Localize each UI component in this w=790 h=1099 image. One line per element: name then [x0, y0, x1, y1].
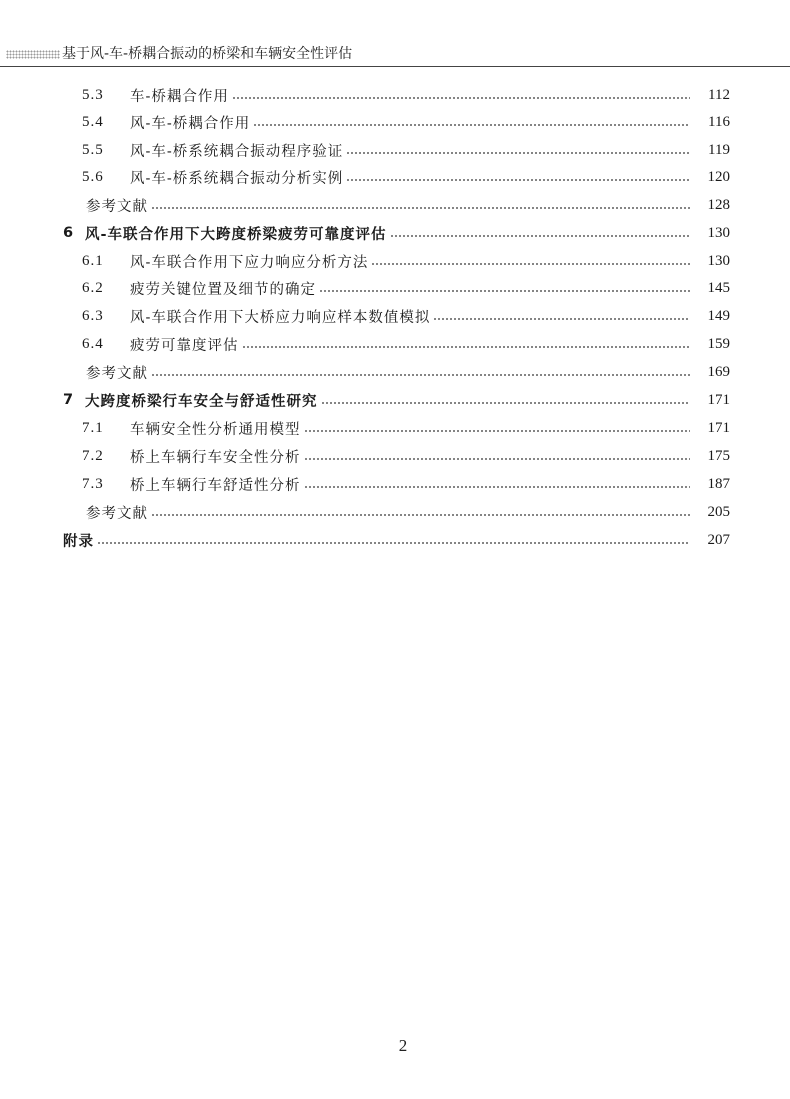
running-header [0, 44, 790, 68]
toc-entry-page: 130 [707, 252, 730, 269]
toc-entry-page: 175 [707, 447, 730, 464]
dot-leader [151, 374, 690, 376]
toc-entry-number: 5.4 [82, 113, 104, 130]
toc-entry-page: 207 [707, 531, 730, 548]
toc-entry-number: 7.2 [82, 447, 104, 464]
toc-entry-page: 120 [707, 168, 730, 185]
toc-chapter-title: 附录 [63, 533, 94, 550]
dot-leader [304, 430, 691, 432]
page-number: 2 [398, 1036, 408, 1055]
dot-leader [346, 152, 690, 154]
header-dot-pattern [6, 50, 60, 59]
header-rule [0, 66, 790, 67]
toc-entry-7-2[interactable] [82, 442, 730, 470]
toc-entry-6-4[interactable] [82, 330, 730, 358]
toc-entry-page: 169 [707, 363, 730, 380]
toc-entry-references-7[interactable] [86, 498, 730, 526]
toc-entry-title: 疲劳可靠度评估 [130, 337, 239, 354]
dot-leader [97, 542, 690, 544]
toc-entry-number: 5.3 [82, 86, 104, 103]
toc-entry-5-3[interactable] [82, 81, 730, 109]
toc-chapter-7[interactable] [63, 386, 730, 414]
toc-entry-references-5[interactable] [86, 191, 730, 219]
toc-entry-number: 6.1 [82, 252, 104, 269]
toc-chapter-number: 7 [63, 392, 75, 408]
toc-entry-page: 205 [707, 503, 730, 520]
toc-entry-title: 参考文献 [86, 505, 148, 522]
toc-entry-5-5[interactable] [82, 136, 730, 164]
toc-entry-title: 风-车-桥耦合作用 [130, 115, 251, 132]
dot-leader [319, 290, 690, 292]
toc-entry-appendix[interactable] [63, 526, 730, 554]
toc-entry-number: 7.1 [82, 419, 104, 436]
toc-entry-title: 桥上车辆行车舒适性分析 [130, 477, 301, 494]
toc-entry-page: 145 [707, 279, 730, 296]
toc-entry-title: 风-车联合作用下应力响应分析方法 [130, 254, 369, 271]
dot-leader [151, 514, 690, 516]
toc-entry-number: 6.2 [82, 279, 104, 296]
toc-chapter-6[interactable] [63, 219, 730, 247]
dot-leader [346, 179, 690, 181]
toc-entry-title: 参考文献 [86, 198, 148, 215]
toc-entry-title: 车-桥耦合作用 [130, 88, 229, 105]
dot-leader [390, 235, 690, 237]
toc-entry-page: 130 [707, 224, 730, 241]
toc-chapter-title: 大跨度桥梁行车安全与舒适性研究 [85, 393, 318, 410]
toc-entry-number: 6.4 [82, 335, 104, 352]
toc-entry-7-3[interactable] [82, 470, 730, 498]
dot-leader [371, 263, 690, 265]
dot-leader [242, 346, 691, 348]
toc-entry-page: 171 [707, 419, 730, 436]
toc-entry-page: 116 [708, 113, 730, 130]
toc-entry-title: 车辆安全性分析通用模型 [130, 421, 301, 438]
toc-entry-5-4[interactable] [82, 108, 730, 136]
toc-entry-number: 5.6 [82, 168, 104, 185]
toc-chapter-number: 6 [63, 225, 75, 241]
header-title: 基于风-车-桥耦合振动的桥梁和车辆安全性评估 [62, 46, 353, 62]
toc-entry-page: 119 [708, 141, 730, 158]
toc-entry-page: 149 [707, 307, 730, 324]
toc-entry-title: 风-车-桥系统耦合振动分析实例 [130, 170, 344, 187]
toc-entry-title: 疲劳关键位置及细节的确定 [130, 281, 316, 298]
dot-leader [253, 124, 690, 126]
toc-entry-page: 128 [707, 196, 730, 213]
toc-entry-references-6[interactable] [86, 358, 730, 386]
dot-leader [151, 207, 690, 209]
dot-leader [232, 97, 690, 99]
toc-entry-title: 风-车-桥系统耦合振动程序验证 [130, 143, 344, 160]
toc-entry-6-2[interactable] [82, 274, 730, 302]
toc-chapter-title: 风-车联合作用下大跨度桥梁疲劳可靠度评估 [85, 226, 387, 243]
toc-entry-number: 7.3 [82, 475, 104, 492]
toc-entry-page: 159 [707, 335, 730, 352]
dot-leader [433, 318, 690, 320]
dot-leader [304, 486, 691, 488]
toc-entry-number: 6.3 [82, 307, 104, 324]
toc-entry-page: 112 [708, 86, 730, 103]
dot-leader [321, 402, 691, 404]
dot-leader [304, 458, 691, 460]
toc-entry-6-3[interactable] [82, 302, 730, 330]
toc-entry-number: 5.5 [82, 141, 104, 158]
toc-entry-6-1[interactable] [82, 247, 730, 275]
toc-entry-page: 187 [707, 475, 730, 492]
toc-entry-page: 171 [707, 391, 730, 408]
toc-entry-title: 桥上车辆行车安全性分析 [130, 449, 301, 466]
toc-entry-7-1[interactable] [82, 414, 730, 442]
toc-entry-title: 参考文献 [86, 365, 148, 382]
toc-entry-5-6[interactable] [82, 163, 730, 191]
toc-entry-title: 风-车联合作用下大桥应力响应样本数值模拟 [130, 309, 431, 326]
